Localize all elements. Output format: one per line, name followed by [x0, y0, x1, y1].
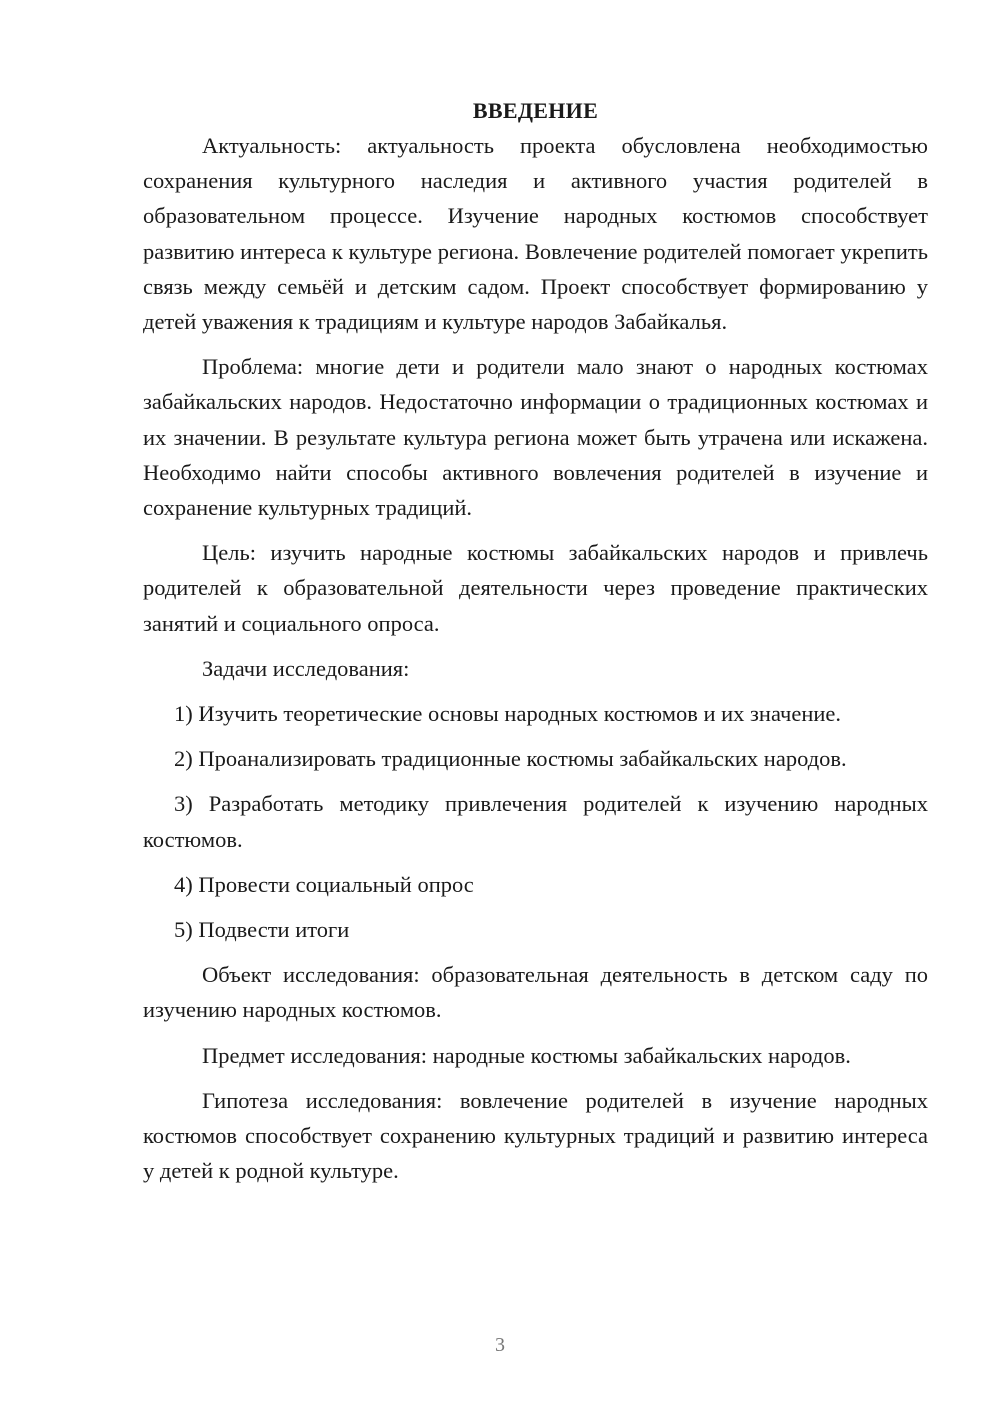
task-item-4: 4) Провести социальный опрос: [174, 871, 474, 897]
paragraph-tasks-heading: Задачи исследования:: [202, 655, 410, 681]
paragraph-problem: Проблема: многие дети и родители мало знают о народных костюмах забайкальских народов. Недостаточно информации о традиционных костюмах и их значении. В результате культура региона может быть утрачена или искажена. Необходимо найти способы активного вовлечения родителей в изучение и сохранение культурных традиций.: [143, 354, 928, 521]
paragraph-relevance: Актуальность: актуальность проекта обусловлена необходимостью сохранения культурного наследия и активного участия родителей в образовательном процессе. Изучение народных костюмов способствует развитию интереса к культуре региона. Вовлечение родителей помогает укрепить связь между семьёй и детским садом. Проект способствует формированию у детей уважения к традициям и культуре народов Забайкалья.: [143, 133, 928, 335]
task-item-5: 5) Подвести итоги: [174, 917, 350, 943]
task-item-2: 2) Проанализировать традиционные костюмы забайкальских народов.: [174, 746, 847, 772]
section-title: ВВЕДЕНИЕ: [472, 98, 599, 123]
paragraph-object: Объект исследования: образовательная деятельность в детском саду по изучению народных костюмов.: [143, 962, 928, 1023]
page-number: 3: [495, 1334, 505, 1356]
paragraph-hypothesis: Гипотеза исследования: вовлечение родителей в изучение народных костюмов способствует сохранению культурных традиций и развитию интереса у детей к родной культуре.: [143, 1087, 928, 1184]
paragraph-subject: Предмет исследования: народные костюмы забайкальских народов.: [202, 1042, 851, 1068]
task-item-3: 3) Разработать методику привлечения родителей к изучению народных костюмов.: [143, 791, 928, 852]
task-item-1: 1) Изучить теоретические основы народных костюмов и их значение.: [174, 701, 842, 727]
document-page: [143, 93, 928, 1188]
paragraph-goal: Цель: изучить народные костюмы забайкальских народов и привлечь родителей к образовательной деятельности через проведение практических занятий и социального опроса.: [143, 540, 928, 636]
